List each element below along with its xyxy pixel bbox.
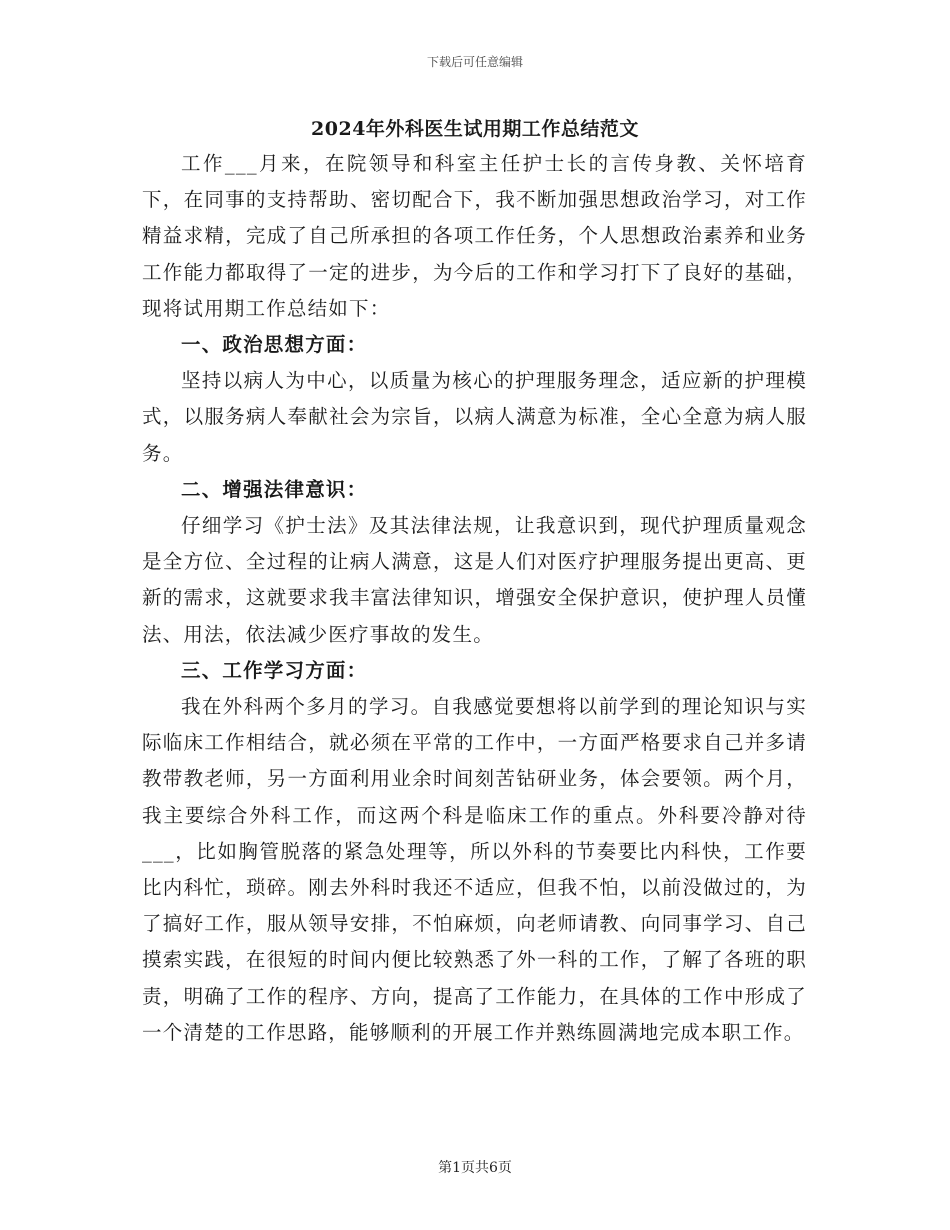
law-paragraph: 仔细学习《护士法》及其法律法规，让我意识到，现代护理质量观念是全方位、全过程的让病人满意，这是人们对医疗护理服务提出更高、更新的需求，这就要求我丰富法律知识，增强安全保护意识，使护理人员懂法、用法，依法减少医疗事故的发生。 [142, 514, 807, 646]
header-note: 下载后可任意编辑 [426, 55, 523, 69]
politics-paragraph: 坚持以病人为中心，以质量为核心的护理服务理念，适应新的护理模式，以服务病人奉献社会为宗旨，以病人满意为标准，全心全意为病人服务。 [142, 369, 807, 465]
page-footer: 第1页共6页 [438, 1160, 512, 1176]
document-title: 2024年外科医生试用期工作总结范文 [311, 118, 639, 140]
section-heading-law: 二、增强法律意识： [181, 477, 368, 501]
section-heading-politics: 一、政治思想方面： [181, 333, 368, 357]
work-study-paragraph: 我在外科两个多月的学习。自我感觉要想将以前学到的理论知识与实际临床工作相结合，就必须在平常的工作中，一方面严格要求自己并多请教带教老师，另一方面利用业余时间刻苦钻研业务，体会要领。两个月，我主要综合外科工作，而这两个科是临床工作的重点。外科要冷静对待___，比如胸管脱落的紧急处理等，所以外科的节奏要比内科快，工作要比内科忙，琐碎。刚去外科时我还不适应，但我不怕，以前没做过的，为了搞好工作，服从领导安排，不怕麻烦，向老师请教、向同事学习、自己摸索实践，在很短的时间内便比较熟悉了外一科的工作，了解了各班的职责，明确了工作的程序、方向，提高了工作能力，在具体的工作中形成了一个清楚的工作思路，能够顺利的开展工作并熟练圆满地完成本职工作。 [142, 695, 807, 1044]
section-heading-work-study: 三、工作学习方面： [181, 658, 368, 682]
document-body [142, 146, 807, 1051]
intro-paragraph: 工作___月来，在院领导和科室主任护士长的言传身教、关怀培育下，在同事的支持帮助、密切配合下，我不断加强思想政治学习，对工作精益求精，完成了自己所承担的各项工作任务，个人思想政治素养和业务工作能力都取得了一定的进步，为今后的工作和学习打下了良好的基础，现将试用期工作总结如下： [142, 152, 807, 320]
